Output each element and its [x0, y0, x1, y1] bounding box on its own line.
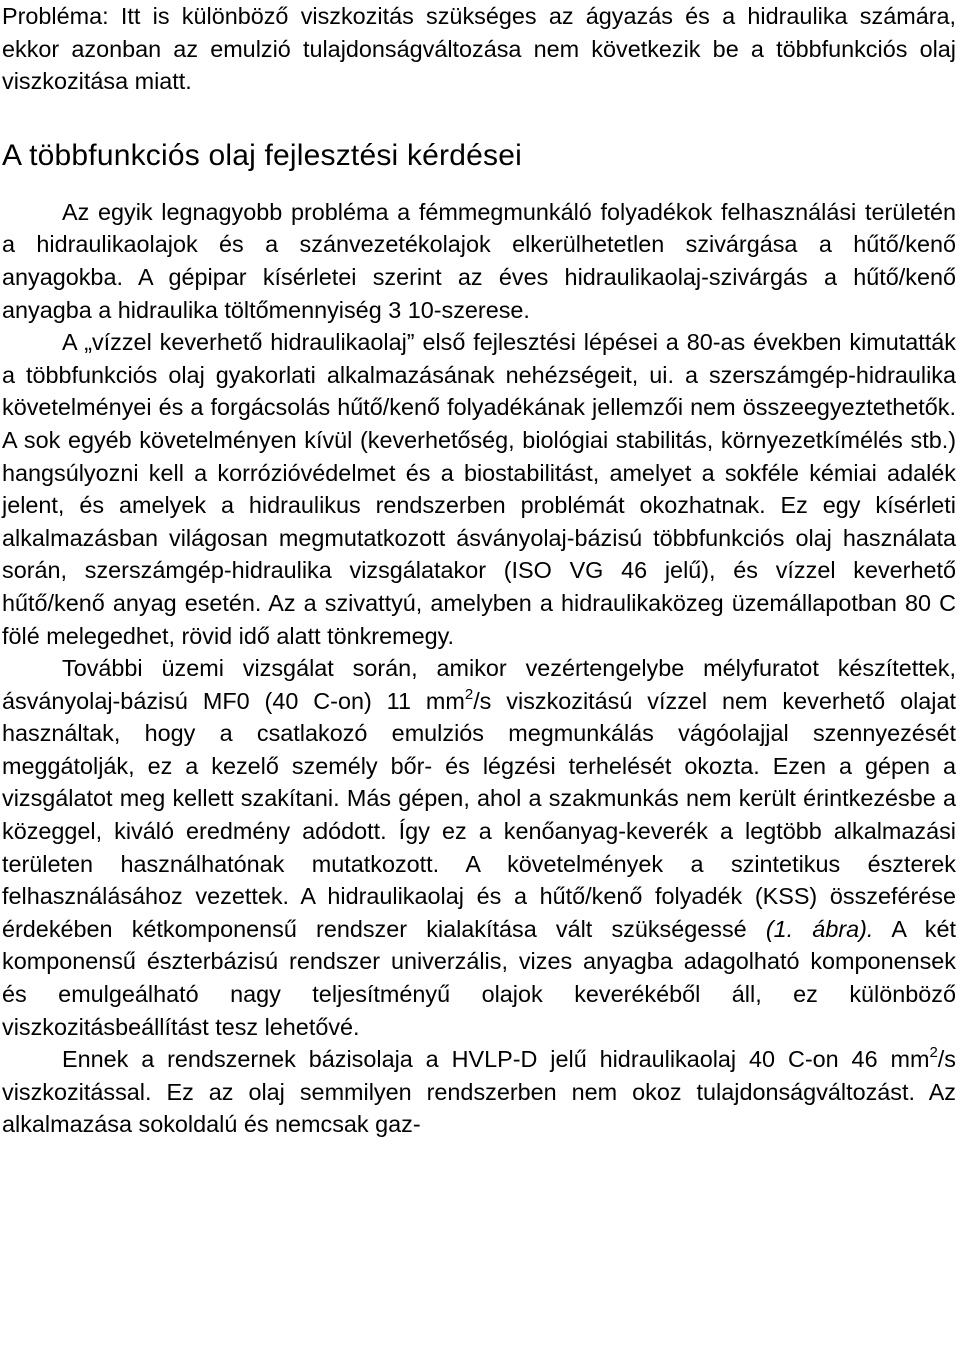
- figure-reference: (1. ábra).: [765, 915, 874, 942]
- paragraph-text: /s viszkozitással. Ez az olaj semmilyen rendszerben nem okoz tulajdonságváltozást. Az alkalmazása sokoldalú és nemcsak gaz-: [2, 1046, 956, 1138]
- paragraph-text: Ennek a rendszernek bázisolaja a HVLP-D jelű hidraulikaolaj 40 C-on 46 mm: [62, 1046, 930, 1073]
- paragraph-leakage: Az egyik legnagyobb probléma a fémmegmunkáló folyadékok felhasználási területén a hidraulikaolajok és a szánvezetékolajok elkerülhetetlen szivárgása a hűtő/kenő anyagokba. A gépipar kísérletei szerint az éves hidraulikaolaj-szivárgás a hűtő/kenő anyagba a hidraulika töltőmennyiség 3 10-szerese.: [2, 198, 956, 323]
- superscript: 2: [929, 1044, 938, 1062]
- paragraph-development: A „vízzel keverhető hidraulikaolaj” első fejlesztési lépései a 80-as években kimutatták a többfunkciós olaj gyakorlati alkalmazásának nehézségeit, ui. a szerszámgép-hidraulika követelményei és a forgácsolás hűtő/kenő folyadékának jellemzői nem összeegyeztethetők. A sok egyéb követelményen kívül (keverhetőség, biológiai stabilitás, környezetkímélés stb.) hangsúlyozni kell a korrózióvédelmet és a biostabilitást, amelyet a sokféle kémiai adalék jelent, és amelyek a hidraulikus rendszerben problémát okozhatnak. Ez egy kísérleti alkalmazásban világosan megmutatkozott ásványolaj-bázisú többfunkciós olaj használata során, szerszámgép-hidraulika vizsgálatakor (ISO VG 46 jelű), és vízzel keverhető hűtő/kenő anyag esetén. Az a szivattyú, amelyben a hidraulikaközeg üzemállapotban 80 C fölé melegedhet, rövid idő alatt tönkremegy.: [2, 329, 956, 649]
- section-heading: A többfunkciós olaj fejlesztési kérdései: [2, 138, 522, 172]
- paragraph-text: A két komponensű észterbázisú rendszer univerzális, vizes anyagba adagolható komponensek és emulgeálható nagy teljesítményű olajok keverékéből áll, ez különböző viszkozitásbeállítást tesz lehetővé.: [2, 915, 956, 1040]
- paragraph-text: További üzemi vizsgálat során, amikor vezértengelybe mélyfuratot készítettek, ásványolaj-bázisú MF0 (40 C-on) 11 mm: [2, 655, 956, 714]
- problem-paragraph: Probléma: Itt is különböző viszkozitás szükséges az ágyazás és a hidraulika számára, ekkor azonban az emulzió tulajdonságváltozása nem következik be a többfunkciós olaj viszkozitása miatt.: [2, 3, 956, 95]
- paragraph-operational-test: [2, 652, 956, 1043]
- superscript: 2: [464, 685, 474, 703]
- paragraph-text: /s viszkozitású vízzel nem keverhető olajat használtak, hogy a csatlakozó emulziós megmunkálás vágóolajjal szennyezését meggátolják, ez a kezelő személy bőr- és légzési terhelését okozta. Ezen a gépen a vizsgálatot meg kellett szakítani. Más gépen, ahol a szakmunkás nem került érintkezésbe a közeggel, kiváló eredmény adódott. Így ez a kenőanyag-keverék a legtöbb alkalmazási területen használhatónak mutatkozott. A követelmények a szintetikus észterek felhasználásához vezettek. A hidraulikaolaj és a hűtő/kenő folyadék (KSS) összeférése érdekében kétkomponensű rendszer kialakítása vált szükségessé: [2, 687, 956, 942]
- paragraph-base-oil: [2, 1043, 956, 1141]
